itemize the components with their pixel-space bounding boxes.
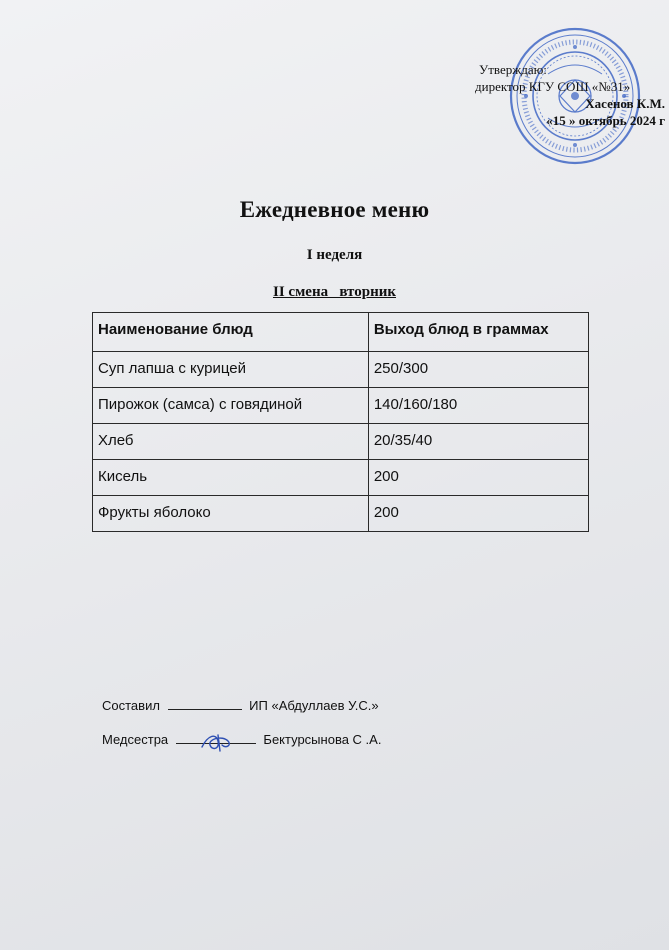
nurse-label: Медсестра	[102, 732, 169, 747]
header-portion: Выход блюд в граммах	[368, 313, 588, 352]
approval-label: Утверждаю:	[479, 62, 547, 77]
portion-cell: 200	[368, 460, 588, 496]
compiled-name: ИП «Абдуллаев У.С.»	[249, 698, 379, 713]
nurse-line	[102, 732, 381, 747]
table-header-row	[93, 313, 589, 352]
portion-cell: 20/35/40	[368, 424, 588, 460]
table-row	[93, 460, 589, 496]
compiled-by-line	[102, 698, 379, 713]
document-title: Ежедневное меню	[239, 197, 430, 222]
dish-name-cell: Хлеб	[93, 424, 369, 460]
week-label: I неделя	[306, 247, 363, 263]
portion-cell: 200	[368, 496, 588, 532]
dish-name-cell: Суп лапша с курицей	[93, 352, 369, 388]
table-row	[93, 496, 589, 532]
shift-day-label: II смена вторник	[272, 284, 397, 300]
dish-name-cell: Фрукты яболоко	[93, 496, 369, 532]
approval-name: Хасенов К.М.	[585, 96, 665, 111]
portion-cell: 140/160/180	[368, 388, 588, 424]
table-row	[93, 388, 589, 424]
dish-name-cell: Пирожок (самса) с говядиной	[93, 388, 369, 424]
nurse-signature-blank	[176, 743, 256, 744]
nurse-name: Бектурсынова С .А.	[263, 732, 382, 747]
compiled-label: Составил	[102, 698, 160, 713]
handwritten-signature-icon	[198, 731, 238, 753]
portion-cell: 250/300	[368, 352, 588, 388]
compiled-signature-blank	[168, 709, 242, 710]
approval-block	[475, 61, 665, 129]
approval-date: «15 » октябрь 2024 г	[546, 113, 665, 128]
header-dish-name: Наименование блюд	[93, 313, 369, 352]
table-row	[93, 352, 589, 388]
menu-table	[92, 312, 589, 532]
table-row	[93, 424, 589, 460]
approval-position: директор КГУ СОШ «№31»	[475, 79, 631, 94]
dish-name-cell: Кисель	[93, 460, 369, 496]
